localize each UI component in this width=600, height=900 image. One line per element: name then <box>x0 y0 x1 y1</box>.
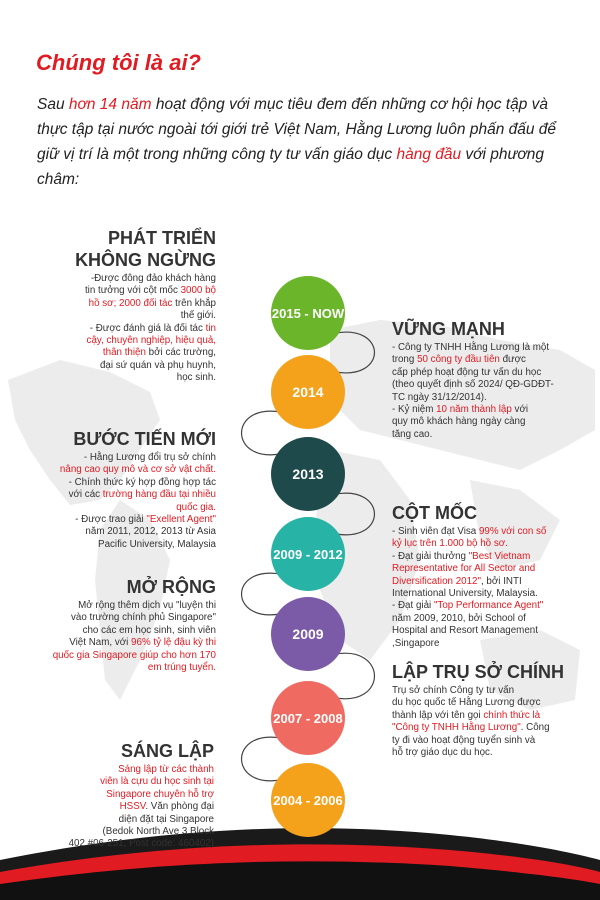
body-text: cho các em học sinh, sinh viên <box>82 624 216 636</box>
section-line <box>392 429 580 441</box>
intro-text: với phương châm: <box>37 146 544 188</box>
timeline-connector <box>334 332 375 373</box>
section-line <box>28 801 214 813</box>
section-title <box>392 661 582 683</box>
timeline-section <box>28 576 216 674</box>
timeline-section <box>28 428 216 551</box>
highlight-text: viên là cựu du học sinh tại <box>100 776 214 788</box>
body-text: - Hằng Lương đổi trụ sở chính <box>83 452 216 463</box>
body-text: . Văn phòng đại <box>145 801 214 813</box>
section-title <box>28 576 216 598</box>
body-text: thành lập với tên gọi <box>392 709 484 721</box>
body-text: đại sứ quán và phụ huynh, <box>99 359 216 371</box>
body-text: năm 2011, 2012, 2013 từ Asia <box>85 526 216 538</box>
section-line <box>28 526 216 538</box>
section-line <box>392 354 580 366</box>
section-line <box>28 452 216 464</box>
timeline-year-label: 2014 <box>292 384 324 400</box>
section-line <box>392 625 582 637</box>
highlight-text: Singapore chuyên hỗ trợ <box>106 788 214 800</box>
timeline-connector <box>242 411 283 455</box>
body-text: bởi các trường, <box>145 347 216 359</box>
timeline-year-label: 2009 <box>292 626 324 642</box>
body-text: . Công <box>520 722 550 734</box>
body-text: - Công ty TNHH Hằng Lương là một <box>392 342 550 353</box>
highlight-text: "Exellent Agent" <box>146 514 216 526</box>
section-line <box>392 735 582 747</box>
timeline-node <box>271 517 345 591</box>
body-text: Hospital and Resort Management <box>392 625 538 637</box>
highlight-text: 10 năm thành lập <box>436 404 512 416</box>
body-text: ,Singapore <box>392 637 440 649</box>
timeline-node <box>271 355 345 429</box>
highlight-text: "Công ty TNHH Hằng Lương" <box>392 722 521 734</box>
section-line <box>28 600 216 612</box>
section-body <box>28 452 216 551</box>
timeline-connector <box>242 573 283 615</box>
section-line <box>392 526 582 538</box>
body-text: hỗ trợ giáo dục du học. <box>392 747 493 759</box>
highlight-text: 99% với con số <box>478 526 547 537</box>
section-line <box>392 697 582 709</box>
body-text: - Đạt giải thưởng <box>392 550 469 562</box>
intro-highlight: hàng đầu <box>396 146 462 163</box>
highlight-text: em trúng tuyển. <box>147 662 216 674</box>
section-line <box>28 826 214 838</box>
section-title <box>28 227 216 271</box>
body-text: -Được đông đảo khách hàng <box>90 273 216 284</box>
section-line <box>392 588 582 600</box>
section-line <box>392 722 582 734</box>
body-text: Mở rộng thêm dịch vụ "luyện thi <box>78 600 216 611</box>
highlight-text: chính thức là <box>483 709 541 721</box>
highlight-text: 50 công ty đầu tiên <box>417 354 500 366</box>
section-title <box>392 502 582 524</box>
intro-text: Sau <box>37 96 69 113</box>
timeline-year-label: 2007 - 2008 <box>273 711 343 726</box>
section-title-line: MỞ RỘNG <box>126 577 216 597</box>
body-text: quy mô khách hàng ngày càng <box>392 416 526 428</box>
highlight-text: 3000 bộ <box>180 285 216 297</box>
body-text: Việt Nam, với <box>69 637 132 649</box>
section-body <box>392 342 580 441</box>
timeline-node <box>271 763 345 837</box>
section-line <box>28 625 216 637</box>
section-line <box>392 392 580 404</box>
intro-text: hoạt động với mục tiêu đem đến những cơ hội học tập và thực tập tại nước ngoài tới giới trẻ Việt Nam, Hằng Lương luôn phấn đấu để giữ vị trí là một trong những công ty tư vấn giáo dục <box>37 96 557 163</box>
section-line <box>28 360 216 372</box>
highlight-text: hồ sơ; 2000 đối tác <box>88 297 173 309</box>
timeline-year-label: 2004 - 2006 <box>273 793 343 808</box>
section-line <box>28 838 214 850</box>
body-text: 402 #06-251, Post code: 460402) <box>68 838 214 850</box>
highlight-text: 96% tỷ lệ đậu kỳ thi <box>131 637 216 649</box>
section-title-line: SÁNG LẬP <box>120 741 214 761</box>
highlight-text: "Best Vietnam <box>468 550 531 562</box>
body-text: - Được đánh giá là đối tác <box>89 322 206 334</box>
section-body <box>392 526 582 650</box>
section-line <box>392 367 580 379</box>
body-text: - Chính thức ký hợp đồng hợp tác <box>68 476 216 488</box>
body-text: Pacific University, Malaysia <box>98 538 216 550</box>
section-line <box>392 379 580 391</box>
body-text: trên khắp <box>172 297 216 309</box>
section-title <box>392 318 580 340</box>
highlight-text: quốc gia Singapore giúp cho hơn 170 <box>52 649 216 661</box>
highlight-text: kỷ lục trên 1.000 bộ hồ sơ. <box>392 538 508 550</box>
section-body <box>28 600 216 674</box>
section-line <box>28 662 216 674</box>
body-text: - Kỷ niệm <box>392 404 437 416</box>
body-text: với các <box>68 489 103 501</box>
section-title-line: PHÁT TRIỂN <box>108 228 216 248</box>
section-title-line: VỮNG MẠNH <box>392 319 505 339</box>
section-line <box>392 342 580 354</box>
section-line <box>28 285 216 297</box>
body-text: thế giới. <box>180 310 216 322</box>
timeline-section <box>392 502 582 650</box>
section-title <box>28 740 214 762</box>
highlight-text: quốc gia. <box>176 501 216 513</box>
body-text: trong <box>392 354 418 366</box>
section-line <box>28 502 216 514</box>
highlight-text: cậy, chuyên nghiệp, hiệu quả, <box>86 335 216 347</box>
body-text: TC ngày 31/12/2014). <box>392 391 487 403</box>
section-line <box>28 464 216 476</box>
section-line <box>28 323 216 335</box>
section-line <box>392 685 582 697</box>
timeline-section <box>392 661 582 759</box>
section-line <box>28 637 216 649</box>
section-line <box>28 372 216 384</box>
timeline-connector <box>242 737 283 781</box>
page-title: Chúng tôi là ai? <box>36 50 201 75</box>
section-line <box>28 298 216 310</box>
section-title-line: CỘT MỐC <box>392 503 477 523</box>
timeline-section <box>28 227 216 385</box>
timeline-section <box>28 740 214 851</box>
body-text: tăng cao. <box>392 428 433 440</box>
body-text: được <box>499 354 526 366</box>
section-line <box>392 416 580 428</box>
timeline-section <box>392 318 580 441</box>
body-text: du học quốc tế Hằng Lương được <box>392 697 541 709</box>
section-line <box>28 650 216 662</box>
section-line <box>392 563 582 575</box>
body-text: - Đạt giải <box>392 600 434 612</box>
section-line <box>392 600 582 612</box>
timeline-node <box>271 681 345 755</box>
section-line <box>28 273 216 285</box>
highlight-text: Representative for All Sector and <box>392 563 536 575</box>
section-line <box>28 310 216 322</box>
body-text: International University, Malaysia. <box>392 588 538 600</box>
body-text: - Sinh viên đạt Visa <box>392 526 479 537</box>
timeline-connector <box>334 653 375 699</box>
timeline-node <box>271 437 345 511</box>
section-line <box>28 514 216 526</box>
section-title-line: BƯỚC TIẾN MỚI <box>73 429 216 449</box>
highlight-text: nâng cao quy mô và cơ sở vật chất. <box>59 464 216 476</box>
section-line <box>392 613 582 625</box>
section-line <box>28 764 214 776</box>
body-text: , bởi INTI <box>480 575 522 587</box>
intro-highlight: hơn 14 năm <box>68 96 152 113</box>
section-line <box>28 347 216 359</box>
timeline-node <box>271 597 345 671</box>
section-line <box>392 538 582 550</box>
section-body <box>28 273 216 385</box>
body-text: diện đặt tại Singapore <box>118 813 214 825</box>
section-body <box>28 764 214 851</box>
body-text: Trụ sở chính Công ty tư vấn <box>392 685 515 696</box>
section-title-line: KHÔNG NGỪNG <box>75 250 216 270</box>
highlight-text: HSSV <box>119 801 146 813</box>
body-text: tin tưởng với cột mốc <box>84 285 181 297</box>
body-text: ty đi vào hoạt động tuyển sinh và <box>392 734 536 746</box>
section-line <box>28 489 216 501</box>
highlight-text: trường hàng đầu tại nhiều <box>102 489 216 501</box>
section-line <box>28 789 214 801</box>
highlight-text: "Top Performance Agent" <box>433 600 544 612</box>
body-text: (Bedok North Ave 3 Block <box>102 826 214 838</box>
timeline-connector <box>334 493 375 535</box>
section-line <box>28 335 216 347</box>
section-line <box>392 576 582 588</box>
section-line <box>392 551 582 563</box>
timeline-node <box>271 276 345 350</box>
timeline-year-label: 2015 - NOW <box>271 306 345 321</box>
section-title-line: LẬP TRỤ SỞ CHÍNH <box>392 662 565 682</box>
section-line <box>28 477 216 489</box>
section-line <box>28 814 214 826</box>
timeline-year-label: 2009 - 2012 <box>273 547 343 562</box>
highlight-text: Diversification 2012" <box>392 575 481 587</box>
body-text: (theo quyết định số 2024/ QĐ-GDĐT- <box>392 379 554 391</box>
section-line <box>392 638 582 650</box>
section-line <box>28 612 216 624</box>
body-text: học sinh. <box>176 372 216 384</box>
timeline-year-label: 2013 <box>292 466 324 482</box>
body-text: vào trường chính phủ Singapore" <box>70 612 216 624</box>
highlight-text: tin <box>205 322 216 334</box>
body-text: cấp phép hoạt động tư vấn du học <box>392 366 542 378</box>
section-line <box>392 710 582 722</box>
body-text: năm 2009, 2010, bởi School of <box>392 612 526 624</box>
body-text: với <box>511 404 529 416</box>
section-body <box>392 685 582 759</box>
section-line <box>392 404 580 416</box>
section-line <box>392 747 582 759</box>
section-line <box>28 776 214 788</box>
highlight-text: thân thiện <box>102 347 146 359</box>
section-line <box>28 539 216 551</box>
body-text: - Được trao giải <box>75 514 147 526</box>
highlight-text: Sáng lập từ các thành <box>118 764 214 775</box>
section-title <box>28 428 216 450</box>
